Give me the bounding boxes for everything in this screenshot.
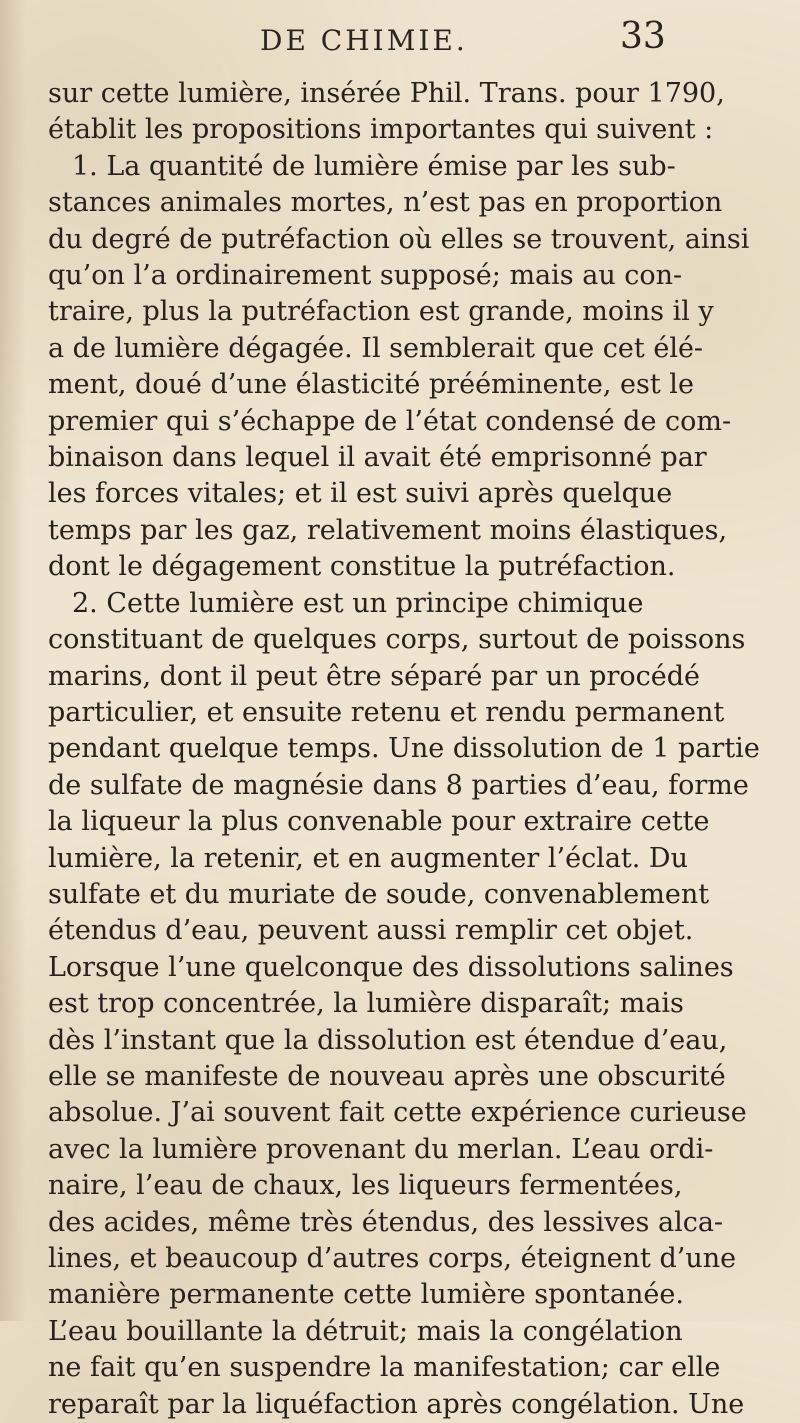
running-title: DE CHIMIE. <box>260 24 468 57</box>
text-line: premier qui s’échappe de l’état condensé de com- <box>48 405 732 437</box>
text-line: ment, doué d’une élasticité prééminente, est le <box>48 369 694 401</box>
text-line: reparaît par la liquéfaction après congélation. Une <box>48 1388 745 1420</box>
text-line: manière permanente cette lumière spontanée. <box>48 1279 684 1311</box>
text-line: 1. La quantité de lumière émise par les sub- <box>72 150 676 182</box>
text-line: traire, plus la putréfaction est grande, moins il y <box>48 296 714 328</box>
text-line: dont le dégagement constitue la putréfaction. <box>48 551 676 583</box>
text-line: sulfate et du muriate de soude, convenablement <box>48 878 710 910</box>
text-line: stances animales mortes, n’est pas en proportion <box>48 187 723 219</box>
body-text <box>48 76 768 1423</box>
text-line: particulier, et ensuite retenu et rendu permanent <box>48 696 725 728</box>
text-line: des acides, même très étendus, des lessives alca- <box>48 1206 724 1238</box>
text-line: de sulfate de magnésie dans 8 parties d’eau, forme <box>48 769 749 801</box>
text-line: dès l’instant que la dissolution est étendue d’eau, <box>48 1024 728 1056</box>
page-edge-stain <box>0 0 26 1321</box>
text-line: étendus d’eau, peuvent aussi remplir cet objet. <box>48 915 694 947</box>
text-line: Lorsque l’une quelconque des dissolutions salines <box>48 951 734 983</box>
text-line: L’eau bouillante la détruit; mais la congélation <box>48 1315 683 1347</box>
text-line: binaison dans lequel il avait été emprisonné par <box>48 442 707 474</box>
text-line: absolue. J’ai souvent fait cette expérience curieuse <box>48 1097 747 1129</box>
text-line: a de lumière dégagée. Il semblerait que cet élé- <box>48 332 704 364</box>
text-line: elle se manifeste de nouveau après une obscurité <box>48 1060 726 1092</box>
running-head <box>0 16 800 64</box>
text-line: naire, l’eau de chaux, les liqueurs fermentées, <box>48 1170 683 1202</box>
text-line: constituant de quelques corps, surtout de poissons <box>48 624 746 656</box>
text-line: les forces vitales; et il est suivi après quelque <box>48 478 673 510</box>
text-line: la liqueur la plus convenable pour extraire cette <box>48 806 710 838</box>
text-line: lumière, la retenir, et en augmenter l’éclat. Du <box>48 842 688 874</box>
text-line: du degré de putréfaction où elles se trouvent, ainsi <box>48 223 750 255</box>
text-line: qu’on l’a ordinairement supposé; mais au con- <box>48 260 683 292</box>
text-line: marins, dont il peut être séparé par un procédé <box>48 660 700 692</box>
text-line: 2. Cette lumière est un principe chimique <box>72 587 644 619</box>
text-line: avec la lumière provenant du merlan. L’eau ordi- <box>48 1133 714 1165</box>
page-number: 33 <box>620 16 666 57</box>
text-line: pendant quelque temps. Une dissolution de 1 partie <box>48 733 760 765</box>
text-line: est trop concentrée, la lumière disparaît; mais <box>48 988 684 1020</box>
text-line: établit les propositions importantes qui suivent : <box>48 114 714 146</box>
text-line: temps par les gaz, relativement moins élastiques, <box>48 514 728 546</box>
text-line: ne fait qu’en suspendre la manifestation; car elle <box>48 1352 721 1384</box>
text-line: lines, et beaucoup d’autres corps, éteignent d’une <box>48 1243 737 1274</box>
text-line: sur cette lumière, insérée Phil. Trans. pour 1790, <box>48 78 725 109</box>
